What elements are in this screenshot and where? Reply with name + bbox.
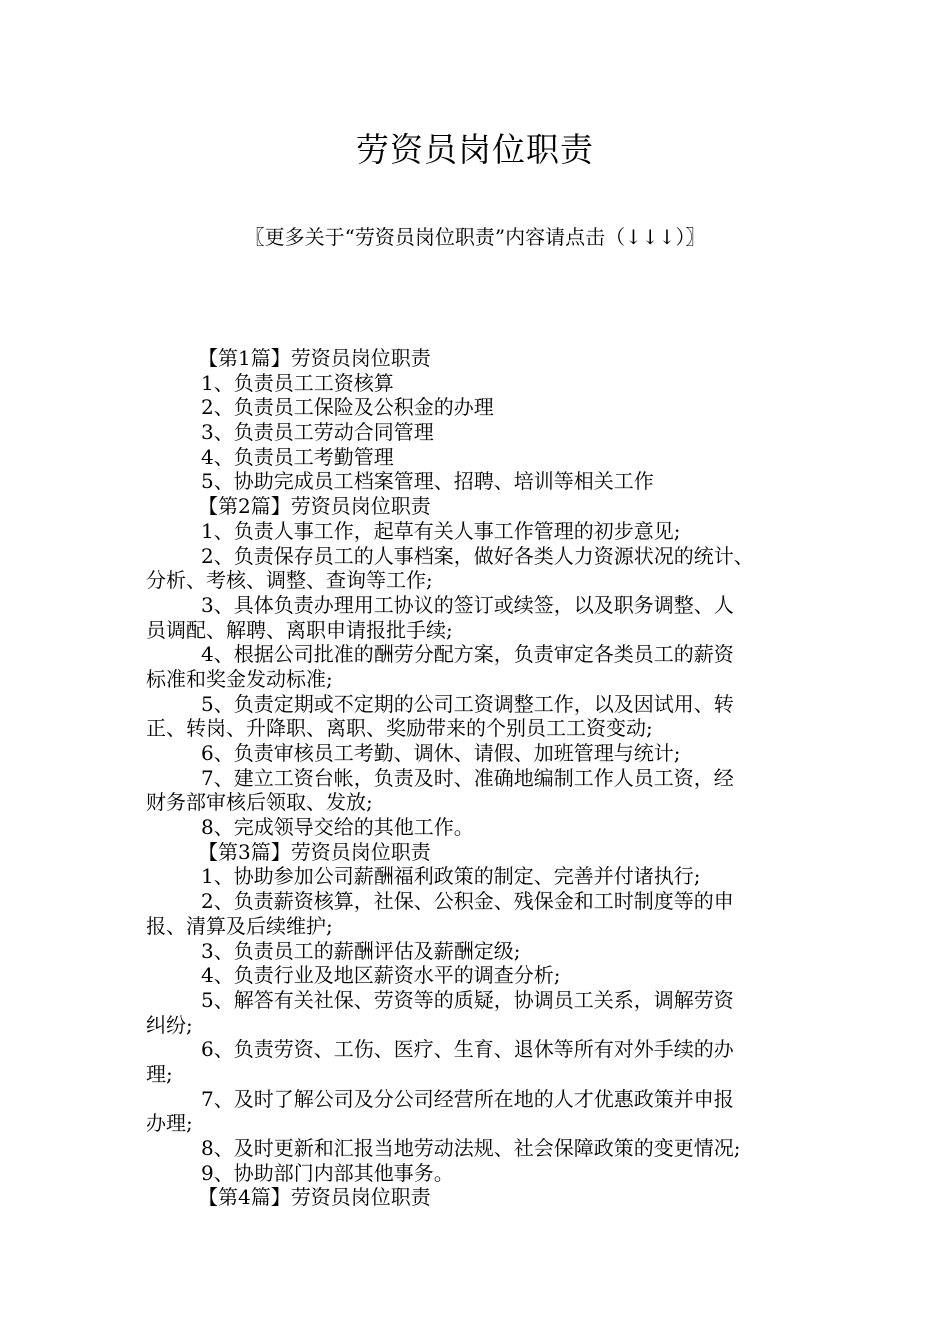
- list-item: 1、负责员工工资核算: [201, 370, 394, 395]
- list-item: 4、负责员工考勤管理: [201, 444, 394, 469]
- section-heading: 【第2篇】劳资员岗位职责: [198, 494, 431, 519]
- list-item: 6、负责劳资、工伤、医疗、生育、退休等所有对外手续的办: [201, 1037, 734, 1062]
- section-heading: 【第1篇】劳资员岗位职责: [198, 346, 431, 370]
- list-item: 3、具体负责办理用工协议的签订或续签，以及职务调整、人: [201, 592, 734, 617]
- list-item: 2、负责保存员工的人事档案，做好各类人力资源状况的统计、: [201, 543, 754, 568]
- more-content-link[interactable]: 〖更多关于“劳资员岗位职责”内容请点击（↓↓↓）〗: [244, 225, 706, 249]
- list-item: 9、协助部门内部其他事务。: [201, 1160, 454, 1185]
- list-item: 4、负责行业及地区薪资水平的调查分析;: [201, 963, 561, 988]
- list-item: 5、解答有关社保、劳资等的质疑，协调员工关系，调解劳资: [201, 987, 734, 1012]
- section-heading: 【第3篇】劳资员岗位职责: [198, 839, 431, 864]
- section-heading: 【第4篇】劳资员岗位职责: [198, 1185, 431, 1210]
- list-item: 5、负责定期或不定期的公司工资调整工作，以及因试用、转: [201, 691, 734, 716]
- list-item: 1、负责人事工作，起草有关人事工作管理的初步意见;: [201, 518, 681, 543]
- list-item: 1、协助参加公司薪酬福利政策的制定、完善并付诸执行;: [201, 864, 701, 889]
- list-item-continuation: 正、转岗、升降职、离职、奖励带来的个别员工工资变动;: [146, 716, 653, 741]
- list-item: 7、建立工资台帐，负责及时、准确地编制工作人员工资，经: [201, 765, 734, 790]
- list-item: 4、根据公司批准的酬劳分配方案，负责审定各类员工的薪资: [201, 642, 734, 667]
- list-item: 6、负责审核员工考勤、调休、请假、加班管理与统计;: [201, 741, 681, 765]
- list-item: 8、完成领导交给的其他工作。: [201, 815, 474, 840]
- list-item: 7、及时了解公司及分公司经营所在地的人才优惠政策并申报: [201, 1086, 734, 1111]
- list-item-continuation: 员调配、解聘、离职申请报批手续;: [146, 617, 453, 642]
- list-item-continuation: 纠纷;: [146, 1012, 193, 1037]
- list-item: 2、负责员工保险及公积金的办理: [201, 395, 494, 420]
- list-item: 3、负责员工劳动合同管理: [201, 420, 434, 445]
- list-item-continuation: 标准和奖金发动标准;: [146, 666, 333, 691]
- list-item-continuation: 分析、考核、调整、查询等工作;: [146, 568, 433, 593]
- list-item-continuation: 理;: [146, 1061, 173, 1086]
- list-item-continuation: 财务部审核后领取、发放;: [146, 790, 373, 815]
- list-item: 3、负责员工的薪酬评估及薪酬定级;: [201, 938, 521, 963]
- list-item: 2、负责薪资核算，社保、公积金、残保金和工时制度等的申: [201, 889, 734, 914]
- list-item-continuation: 报、清算及后续维护;: [146, 913, 333, 938]
- list-item: 5、协助完成员工档案管理、招聘、培训等相关工作: [201, 469, 654, 494]
- document-title: 劳资员岗位职责: [356, 130, 594, 169]
- list-item-continuation: 办理;: [146, 1111, 193, 1136]
- list-item: 8、及时更新和汇报当地劳动法规、社会保障政策的变更情况;: [201, 1136, 741, 1160]
- document-body: [146, 346, 832, 1210]
